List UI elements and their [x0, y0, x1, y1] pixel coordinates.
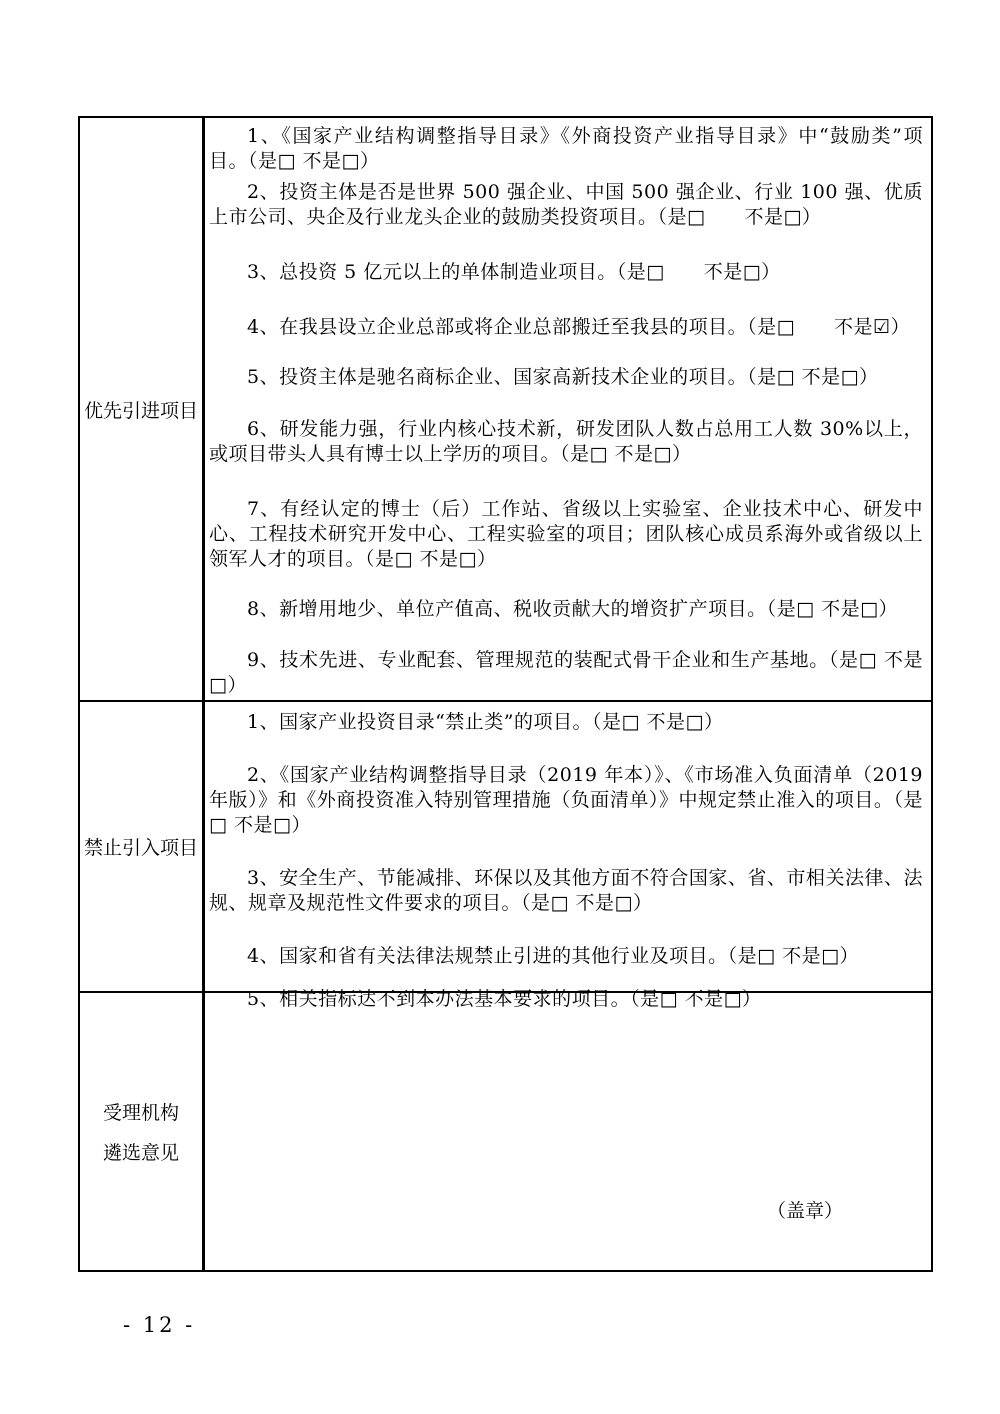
agency-opinion-content [205, 993, 931, 1270]
criteria-item: 4、国家和省有关法律法规禁止引进的其他行业及项目。（是□ 不是□） [247, 945, 860, 967]
table-row-priority-projects [80, 118, 931, 702]
criteria-item: 7、有经认定的博士（后）工作站、省级以上实验室、企业技术中心、研发中心、工程技术研究开发中心、工程实验室的项目；团队核心成员系海外或省级以上领军人才的项目。（是□ 不是□） [209, 498, 923, 570]
project-selection-table [78, 116, 933, 1272]
criteria-item: 3、安全生产、节能减排、环保以及其他方面不符合国家、省、市相关法律、法规、规章及规范性文件要求的项目。（是□ 不是□） [209, 867, 923, 914]
criteria-item: 1、国家产业投资目录“禁止类”的项目。（是□ 不是□） [247, 711, 724, 733]
row-label-prohibited-projects [80, 702, 205, 991]
row-label-text: 优先引进项目 [83, 399, 198, 422]
criteria-item: 6、研发能力强，行业内核心技术新，研发团队人数占总用工人数 30%以上，或项目带头人具有博士以上学历的项目。（是□ 不是□） [209, 418, 923, 465]
row-label-priority-projects [80, 118, 205, 700]
criteria-item: 2、《国家产业结构调整指导目录（2019 年本）》、《市场准入负面清单（2019 年版）》和《外商投资准入特别管理措施（负面清单）》中规定禁止准入的项目。（是□ 不是□） [209, 764, 923, 836]
seal-placeholder: （盖章） [766, 1200, 843, 1222]
table-row-agency-opinion [80, 993, 931, 1270]
criteria-item: 2、投资主体是否是世界 500 强企业、中国 500 强企业、行业 100 强、优质上市公司、央企及行业龙头企业的鼓励类投资项目。（是□ 不是□） [209, 181, 923, 228]
criteria-item: 5、相关指标达不到本办法基本要求的项目。（是□ 不是□） [247, 988, 762, 1010]
criteria-item: 4、在我县设立企业总部或将企业总部搬迁至我县的项目。（是□ 不是☑） [247, 316, 911, 338]
criteria-item: 5、投资主体是驰名商标企业、国家高新技术企业的项目。（是□ 不是□） [247, 366, 879, 388]
row-label-text: 禁止引入项目 [83, 837, 198, 859]
page-number: - 12 - [123, 1313, 196, 1337]
priority-projects-content [205, 118, 931, 700]
row-label-line: 遴选意见 [102, 1142, 179, 1164]
table-row-prohibited-projects [80, 702, 931, 1010]
criteria-item: 3、总投资 5 亿元以上的单体制造业项目。（是□ 不是□） [247, 261, 781, 283]
criteria-item: 1、《国家产业结构调整指导目录》《外商投资产业指导目录》中“鼓励类”项目。（是□ 不是□） [209, 125, 923, 172]
criteria-item: 9、技术先进、专业配套、管理规范的装配式骨干企业和生产基地。（是□ 不是□） [209, 649, 923, 696]
prohibited-projects-content [205, 702, 931, 1010]
row-label-line: 受理机构 [102, 1102, 179, 1124]
row-label-agency-opinion [80, 993, 205, 1270]
criteria-item: 8、新增用地少、单位产值高、税收贡献大的增资扩产项目。（是□ 不是□） [247, 598, 899, 620]
